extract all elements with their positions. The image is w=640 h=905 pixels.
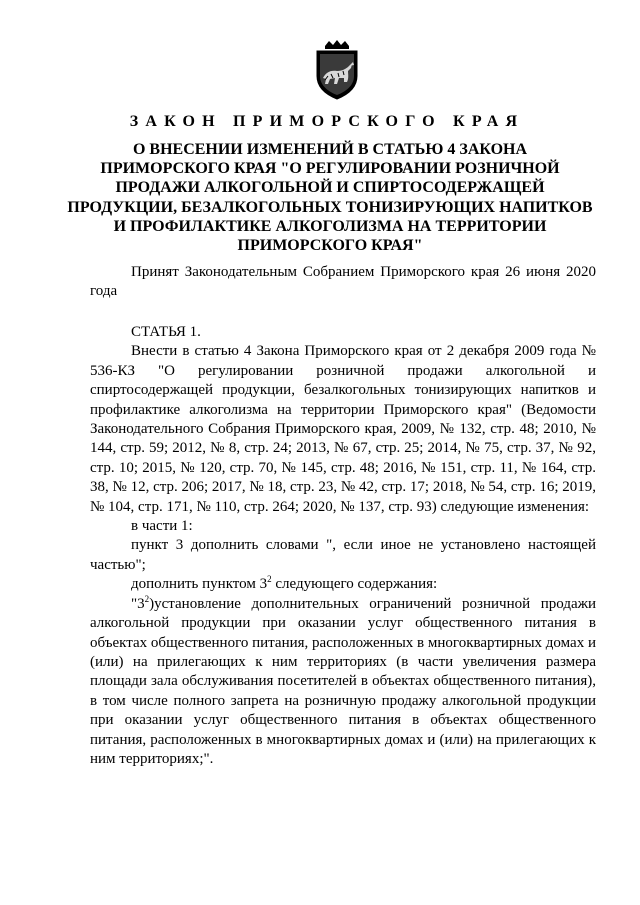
subtitle-line: О ВНЕСЕНИИ ИЗМЕНЕНИЙ В СТАТЬЮ 4 ЗАКОНА	[132, 141, 528, 158]
add-item-intro	[90, 575, 596, 594]
article-intro: Внести в статью 4 Закона Приморского края от 2 декабря 2009 года № 536-КЗ "О регулировании розничной продажи алкогольной и спиртосодержащей продукции, безалкогольных тонизирующих напитков и профилактике алкоголизма на территории Приморского края" (Ведомости Законодательного Собрания Приморского края, 2009, № 132, стр. 48; 2010, № 144, стр. 59; 2012, № 8, стр. 24; 2013, № 67, стр. 25; 2014, № 75, стр. 37, № 92, стр. 10; 2015, № 120, стр. 70, № 145, стр. 48; 2016, № 151, стр. 11, № 164, стр. 38, № 12, стр. 206; 2017, № 18, стр. 23, № 42, стр. 17; 2018, № 54, стр. 16; 2019, № 104, стр. 171, № 110, стр. 264; 2020, № 137, стр. 93) следующие изменения:	[90, 343, 596, 515]
article-heading: СТАТЬЯ 1.	[131, 324, 201, 340]
item-3-amendment: пункт 3 дополнить словами ", если иное не установлено настоящей частью";	[90, 537, 596, 573]
quote-superscript: 2	[144, 593, 150, 604]
adoption-text: Принят Законодательным Собранием Приморского края 26 июня 2020 года	[90, 264, 596, 300]
quote-body: )установление дополнительных ограничений розничной продажи алкогольной продукции при оказании услуг общественного питания в объектах общественного питания, расположенных в многоквартирных домах и (или) на прилегающих к ним территориях (в части увеличения размера площади зала обслуживания посетителей в объектах общественного питания), в том числе полного запрета на розничную продажу алкогольной продукции при оказании услуг общественного питания в объектах общественного питания, расположенных в многоквартирных домах и (или) на прилегающих к ним территориях;".	[90, 595, 596, 767]
law-title: ЗАКОН ПРИМОРСКОГО КРАЯ	[129, 113, 525, 130]
subtitle-line: ПРОДАЖИ АЛКОГОЛЬНОЙ И СПИРТОСОДЕРЖАЩЕЙ	[115, 179, 545, 197]
subtitle-line: ПРИМОРСКОГО КРАЯ "О РЕГУЛИРОВАНИИ РОЗНИЧНОЙ	[100, 160, 560, 178]
subtitle-line: ПРИМОРСКОГО КРАЯ"	[237, 237, 423, 255]
add-item-suffix: следующего содержания:	[271, 576, 438, 593]
new-item-text	[90, 595, 596, 770]
quote-prefix: "3	[131, 595, 145, 612]
adoption-note	[90, 263, 596, 302]
law-subtitle	[67, 140, 593, 255]
subtitle-line: И ПРОФИЛАКТИКЕ АЛКОГОЛИЗМА НА ТЕРРИТОРИИ	[113, 217, 547, 235]
add-item-prefix: дополнить пунктом 3	[131, 576, 268, 593]
subtitle-line: ПРОДУКЦИИ, БЕЗАЛКОГОЛЬНЫХ ТОНИЗИРУЮЩИХ НАПИТКОВ	[67, 198, 593, 216]
article-1	[90, 323, 596, 769]
part-label: в части 1:	[131, 518, 193, 535]
add-item-superscript: 2	[267, 574, 272, 585]
primorsky-krai-coat-of-arms-icon	[311, 40, 363, 100]
